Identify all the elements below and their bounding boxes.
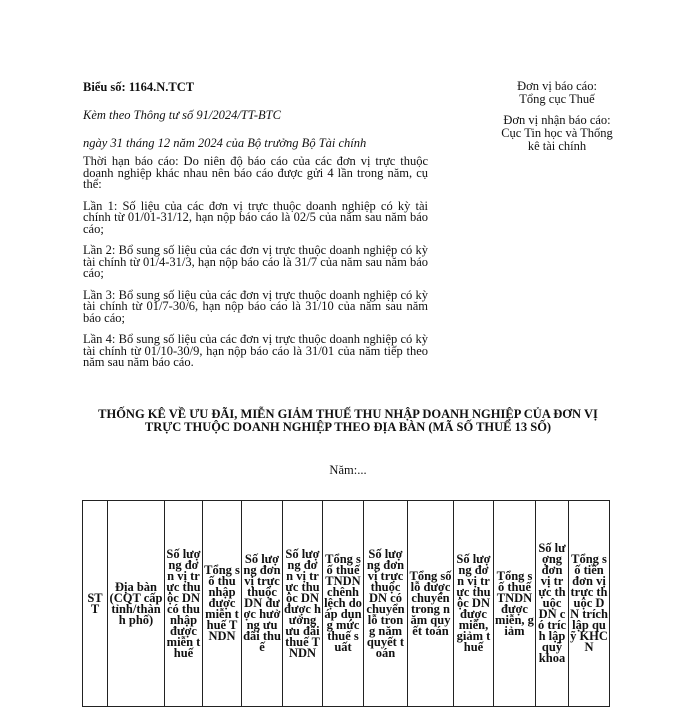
table-header-cell: Số lượng đơn vị trực thuộc DN có thu nhập được miễn thuế xyxy=(165,501,203,707)
form-header xyxy=(83,80,443,164)
regulation-date: ngày 31 tháng 12 năm 2024 của Bộ trưởng Bộ Tài chính xyxy=(83,136,367,150)
reporting-units xyxy=(498,80,616,161)
table-header-cell: Tổng số tiền đơn vị trực thuộc DN trích lập quỹ KHCN xyxy=(569,501,610,707)
report-instructions xyxy=(83,156,428,379)
round-3-paragraph: Lần 3: Bổ sung số liệu của các đơn vị trực thuộc doanh nghiệp có kỳ tài chính từ 01/7-30/6, hạn nộp báo cáo là 31/10 của năm sau năm báo cáo; xyxy=(83,287,428,325)
table-header-cell: Tổng số thuế TNDN được miễn, giảm xyxy=(494,501,536,707)
table-header-cell: Tổng số thu nhập được miễn thuế TNDN xyxy=(203,501,242,707)
table-header-cell: Số lượng đơn vị trực thuộc DN có trích lập quỹ khoa xyxy=(536,501,569,707)
receiving-unit-block xyxy=(498,114,616,153)
table-header-row xyxy=(83,501,610,707)
table-header-cell: Địa bàn (CQT cấp tỉnh/thành phố) xyxy=(108,501,165,707)
reporting-unit: Tổng cục Thuế xyxy=(519,92,595,106)
round-2-paragraph: Lần 2: Bổ sung số liệu của các đơn vị trực thuộc doanh nghiệp có kỳ tài chính từ 01/4-31/3, hạn nộp báo cáo là 31/7 của năm sau năm báo cáo; xyxy=(83,243,428,280)
deadline-paragraph: Thời hạn báo cáo: Do niên độ báo cáo của các đơn vị trực thuộc doanh nghiệp khác nhau nên báo cáo được gửi 4 lần trong năm, cụ thể: xyxy=(83,154,428,191)
receiving-unit: Cục Tin học và Thống kê tài chính xyxy=(501,126,613,153)
form-number: Biểu số: 1164.N.TCT xyxy=(83,80,195,94)
report-year: Năm:... xyxy=(329,463,367,477)
reporting-unit-label: Đơn vị báo cáo: xyxy=(517,79,597,93)
attached-regulation: Kèm theo Thông tư số 91/2024/TT-BTC xyxy=(83,108,281,122)
round-1-paragraph: Lần 1: Số liệu của các đơn vị trực thuộc doanh nghiệp có kỳ tài chính từ 01/01-31/12, hạn nộp báo cáo là 02/5 của năm sau năm báo cáo; xyxy=(83,198,428,236)
table-header-cell: STT xyxy=(83,501,108,707)
table-header-cell: Số lượng đơn vị trực thuộc DN có chuyển lỗ trong năm quyết toán xyxy=(364,501,408,707)
table-header-cell: Số lượng đơn vị trực thuộc DN được hưởng ưu đãi thuế TNDN xyxy=(283,501,323,707)
table-header-cell: Số lượng đơn vị trực thuộc DN được hưởng ưu đãi thuế xyxy=(242,501,283,707)
reporting-unit-block xyxy=(498,80,616,106)
report-title: THỐNG KÊ VỀ ƯU ĐÃI, MIỄN GIẢM THUẾ THU NHẬP DOANH NGHIỆP CỦA ĐƠN VỊ TRỰC THUỘC DOANH NGHIỆP THEO ĐỊA BÀN (MÃ SỐ THUẾ 13 SỐ) xyxy=(98,407,598,434)
round-4-paragraph: Lần 4: Bổ sung số liệu của các đơn vị trực thuộc doanh nghiệp có kỳ tài chính từ 01/10-30/9, hạn nộp báo cáo là 31/01 của năm tiếp theo năm sau năm báo cáo. xyxy=(83,332,428,369)
table-header-cell: Số lượng đơn vị trực thuộc DN được miễn, giảm thuế xyxy=(454,501,494,707)
table-header-cell: Tổng số lỗ được chuyển trong năm quyết toán xyxy=(408,501,454,707)
receiving-unit-label: Đơn vị nhận báo cáo: xyxy=(503,113,611,127)
statistics-table xyxy=(82,500,610,707)
table-header-cell: Tổng số thuế TNDN chênh lệch do áp dụng mức thuế suất xyxy=(323,501,364,707)
